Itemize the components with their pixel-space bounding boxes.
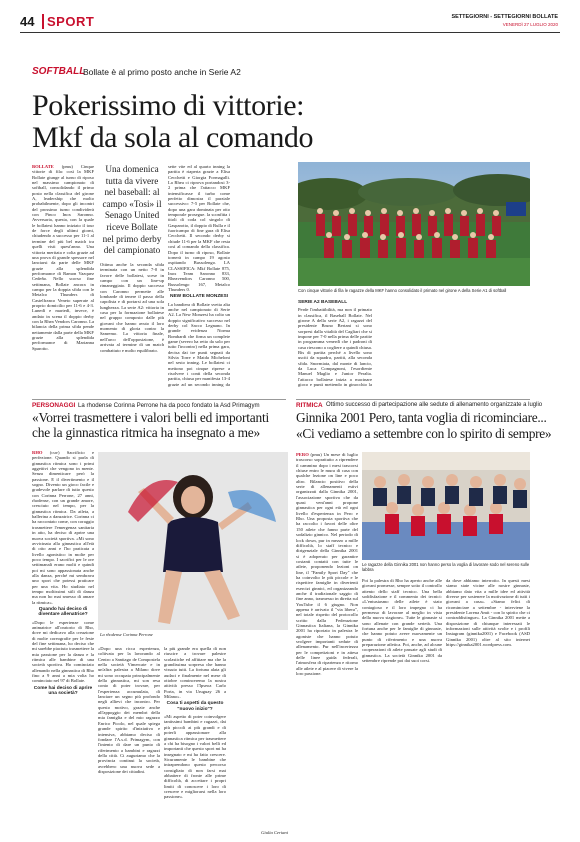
article1-kicker-sub: Bollate è al primo posto anche in Serie A2 [83, 67, 241, 77]
article1-column-4 [234, 164, 294, 388]
article2-column-1 [32, 450, 94, 838]
article2-divider [32, 399, 286, 400]
article1-body-2: Ottima anche la seconda sfida terminata con un netto 7-0 in favore delle bollatesi, scese in campo con un line-up rimaneggiato. Il doppio successo con Caronno permette alle lombarde di tenere il passo della capolista e di portarsi ad una sola lunghezza. La serie A2: vittoria in casa per la formazione bollatese nel gruppo composto dalle più giovani che hanno avuto il loro momento di gloria contro la Sanremo. La vittoria finale, nell'arco dell'opposizione, è arrivata al termine di un match combattuto e molto equilibrato. [100, 262, 164, 353]
article2-body-2: «Dopo una ricca esperienza, coltivata per la lavorando al Centro a Santiago de Compostela nella società Vimercate e in un'altra palestra a Milano dove mi sono occupata principalmente della ginnastica, mi son resa conto di poter trovare, per l'esperienza accumulata, di lanciare un segno più profondo negli allievi che incontro. Per questo motivo, grazie anche all'appoggio dei membri della mia famiglia e del mio ragazzo Enrico Picolo, nel quale spiega grande spirito d'iniziativa e intensiva, abbiamo deciso di fondare l'A.s.d. Primagym, con l'intento di dare un punto di riferimento a bambini e ragazzi della città. Ci auguriamo che la provincia continui la società, avrebbero una nuova sede a disposizione dei cittadini. [98, 646, 160, 774]
dateline: BOLLATE [32, 164, 54, 169]
section-label: SPORT [47, 14, 95, 29]
softball-team-photo [298, 162, 530, 286]
article3-kicker-sub: Ottimo successo di partecipazione alle sedute di allenamento organizzate a luglio [326, 402, 543, 408]
article2-body-3: la più grande era quella di non riuscire a trovare palestre scolastiche ed affittare ma che la grandissima sorpresa che hanno vissuto tutti. La fortuna alata gli audaci e finalmente nel mese di ottobre cominceremo la nostra attività presso l'Ipseoa Carlo Porta, in via Uruguay 26 a Milano». [164, 646, 226, 700]
article2-body-1: RHO (cuv) Sacrificio e perfezione. Quando si parla di ginnastica ritmica sono i primi aggettivi che vengono in mente. Senza dimenticare però la passione. E il divertimento e il sogno. Divento un gioco facile e gradevole parlare di tutto questo con Corinna Perrone, 27 anni, rhodense, con un grande amore, cresciuto nel tempo, per la ginnastica ritmica. Da atleta, a ballerina a danzatrice. Corinna ci ha raccontato come, con coraggio trasmettere l'emergenza sanitaria in atto, ha deciso di aprire una nuova società sportiva. «Mi sono avvicinata alla ginnastica all'età di otto anni e l'ho praticata a livello agonistico in molte per poco tempo. I sacrifici per le ore settimanali erano molti e quindi poi mi sono appassionata anche alla danza, perché mi sembrava uno sport che potessi praticare per una vita. Ho studiato nel tempo moltissimi stili di danza ma non ho mai smesso di amare la ritmica». [32, 450, 94, 605]
article3-column-3 [446, 578, 530, 838]
article1-headline-line1: Pokerissimo di vittorie: [32, 89, 305, 122]
article1-subhead-baseball: SERIE A2 BASEBALL [298, 300, 348, 305]
article1-body-3: sette vite ed al quarto inning la partita è riaperta grazie a Elisa Cecchetti e Giorgia Formagalli. La Rhea ci riprova portandosi 3-2 prima che l'attacco MKF intensificasse il turbo come perfetto dimostra il parziale successivo: 7-5 per Bollate che, dopo una gara dominata per otto temporale prosegue. la sconfitta i titoli di coda col singolo di Gasparotto, il doppio di Bulla e il fuoricampo di fine gara di Elisa Cecchetti. Il secondo derby si chiude 11-6 per la MKF che resta così al comando della classifica. Dopo il turno di riposo, Bollate tornerà in campo 19 agosto ospitando Bussolengo. LA CLASSIFICA: Mkf Bollate 875, Inox Team Saronno 833, Rheavendors Caronno 500, Bussolengo 167, Metalco Thunders 0. [168, 164, 230, 292]
article2-headline: «Vorrei trasmettere i valori belli ed importanti che la ginnastica ritmica ha insegnato a me» [32, 410, 270, 440]
article2-body-3b: «Mi aspetto di poter coinvolgere tantissimi bambini e ragazzi, dai più piccoli ai più grandi e di poterli appassionare alla ginnastica ritmica per trasmettere a chi ha bisogno i valori belli ed importanti che questo sport mi ha insegnato e mi ha fatto crescere. Sicuramente le bambine che intraprendono questo percorso consigliato di non farsi mai abbattere di fronte alle prime difficoltà, di accettare i propri limiti di conoscere i loro di crescere e migliorarsi nella loro passione». [164, 714, 226, 800]
ginnika-photo [362, 452, 530, 560]
article2-kicker: PERSONAGGI [32, 402, 76, 409]
article1-column-6 [376, 298, 450, 388]
article2-column-4 [230, 646, 288, 832]
gymnast-photo [98, 452, 288, 630]
softball-photo-caption: Con cinque vittorie di fila le ragazze della MKF hanno consolidato il primato nel girone A della Serie A1 di softball [298, 288, 507, 293]
article3-body-2: Poi la palestra di Rho ha aperto anche alle giovani promesse, sempre sotto il controllo attento dello staff tecnico. Una bella soddisfazione e il commento dei tecnici: «L'entusiasmo delle atlete è stato contagioso e il loro impegno ci ha permesso di lavorare al meglio in vista della nuova stagione». Tutte le ginnaste si sono allenate con grande serietà. Una fortuna anche per le famiglie di ginnaste, che hanno potuto avere nuovamente un punto di riferimento e una nuova preparazione atletica. Poi, anche, ad alcune cooperazioni di atlete passate agli studi di ginnastica. La società Ginnika 2001 da settembre riprende poi dai suoi corsi. [362, 578, 442, 664]
article3-body-3: da dove abbiamo interrotto. In questi mesi siamo state vicine alle nostre ginnaste, abbiamo dato vita a mille idee ed attività diverse per sostenere la motivazione di tutti i giovani a casa». «Siamo felici di ricominciare a settembre - interviene la presidente Lorena Amit - con lo spirito che ci contraddistingue». La Ginnika 2001 mette a disposizione di chiunque interessati le informazioni sulle attività svolte e i profili Instagram (ginnika2001) e Facebook (ASD Ginnika 2001) oltre al sito internet https://ginnika2001.wordpress.com. [446, 578, 530, 648]
ginnika-photo-caption: Le ragazze della Ginnika 2001 non hanno perso la voglia di lavorare sodo nel sereno sulle labbra [362, 562, 530, 572]
article3-kicker: RITMICA [296, 402, 323, 409]
article2-subhead-3: Cosa ti aspetti da questo "nuovo inizio"? [166, 701, 224, 712]
article1-kicker: SOFTBALL [32, 66, 86, 77]
article1-body-4: Perde l'imbattibilità, ma non il primato in classifica, il Baseball Bollate. Nel girone A della serie A2, i ragazzi del presidente Bruno Bertani si sono sorpresi dalla vitalità del Cagliari che si impone per 7-0 nella prima delle partite in programma venerdì che i padroni di casa riescono a cogliere a quindi chiusa. Bis di partita perché a livello sono usciti da squadra, partiti, alla seconda sfida. Snormiata, dal monte di lancio, da Luca Compagnoni, l'esordiente Manuel Maglio e Junior Peralta. l'attacco bollatese inizia a macinare gioco e punti mettendo in ginocchio la [298, 307, 372, 388]
dateline: PERO [296, 452, 309, 457]
article1-column-3 [168, 164, 230, 388]
article3-column-1 [296, 452, 358, 838]
article1-column-1 [32, 164, 94, 388]
article3-body-1: PERO (pmu) Un mese di luglio trascorso soprattutto a riprendere il cammino dopo i mesi trascorsi chiuse entro le mura di casa con qualche lezione on line e poco altro. Bilancio positivo della serie di allenamenti estivi organizzati dalla Ginnika 2001, l'associazione sportiva che da quasi vent'anni propone ginnastica per ogni età ed ogni livello d'esperienza in Pero e Rho. Una proposta sportiva che ha raccolto i favori delle oltre 150 atlete che fanno parte del sodalizio ginnico. Nel periodo di lock down, pur in mezzo a mille difficoltà, lo staff tecnico e dirigenziale della Ginnika 2001 si è adoperato per garantire costanti contatti con tutte le atlete, proponendo lezioni on line, il "Family Sport Day" che ha coinvolto le più piccole e le rispettive famiglie in divertenti esercizi ginnici, ed organizzando anche il tradizionale saggio di fine anno, trasmesso in diretta sul YouTube il 6 giugno. Non appena è arrivato il "via libera", nel totale rispetto del protocollo scritto dalla Federazione Ginnastica Italiana, la Ginnika 2001 ha riportato in palestra le agoniste che hanno potuto svolgere importanti sedute di allenamento. Pur nell'incertezza per le competizioni e in attesa delle linee guida federali, l'atmosfera di ripartenza e ritorno alle atlete e al piacere di vivere la loro passione. [296, 452, 358, 677]
publication-name: SETTEGIORNI - SETTEGIORNI BOLLATE [451, 14, 558, 20]
article2-kicker-sub: La rhodense Corinna Perrone ha da poco fondato la Asd Primagym [78, 402, 260, 409]
article2-byline: Giulia Ceriani [261, 830, 288, 835]
article1-subhead-monzesi: NEW BOLLATE MONZESI [169, 294, 228, 300]
article2-body-1b: «Dopo le esperienze come animatrice all'oratorio di Rho, dove mi dedicavo alla creazione di molte coreografie per le feste del fine settimana, ho deciso che mi sarebbe piaciuto trasmettere la mia passione per la danza e la ritmica alle bambine di una società sportiva. Ho cominciato allenando nella ginnastica di Rho fino a 9 anni a mia volta ho cominciato nel 97 di Bollate. [32, 619, 94, 684]
article3-column-2 [362, 578, 442, 838]
gymnast-photo-caption: La rhodense Corinna Perrone [100, 632, 153, 637]
dateline: RHO [32, 450, 43, 455]
header-rule [20, 32, 560, 33]
article1-column-7 [454, 298, 530, 388]
issue-date: VENERDÌ 27 LUGLIO 2020 [502, 22, 558, 27]
article1-pullquote: Una domenica tutta da vivere nel baseball: al campo «Tosi» il Senago United riceve Bollate nel primo derby del campionato [102, 164, 162, 256]
article1-headline-line2: Mkf da sola al comando [32, 121, 314, 154]
article3-divider [296, 399, 530, 400]
article1-column-2 [100, 262, 164, 388]
page-number: 44 [20, 14, 35, 29]
article1-column-5 [298, 298, 372, 388]
article2-column-2 [98, 646, 160, 838]
article2-subhead-1: Quando hai deciso di diventare allenatrice? [38, 606, 88, 618]
article1-body-3b: La bandiera di Bollate svetta alta anche nel campionato di Serie A2. La New Monzesi ha colto un doppio significativo successo nel derby col Sacco Legnano. In grande evidenza Norma Bombardi che firma un complete game (severo ha retto da solo per tutto l'incontro) nella prima gara, decisa dai tre punti segnati da Silvia Torre e Maida Micheloni nel sesto inning. Le bollatesi ci mettono poi cinque riprese a risolvere i conti della seconda partita, chiusa per manifesta 13-4 grazie ad un secondo inning da [168, 301, 230, 387]
article2-subhead-2: Come hai deciso di aprire una società? [33, 685, 93, 697]
article2-column-3 [164, 646, 226, 838]
section-divider [42, 14, 44, 29]
article3-headline-line1: Ginnika 2001 Pero, tanta voglia di ricominciare... [296, 410, 547, 425]
article1-body-1: BOLLATE (pmu) Cinque vittorie di fila: così la MKF Bollate giunge al turno di riposo nel massimo campionato di softball, consolidando il primo posto nella classifica del girone A, leadership che molto probabilmente, dopo gli incontri del prossimo turno condividerà con Pinco Inox Saronno. Avversaria, questa, con la quale le bollatesi hanno iniziato il tour de force degli ultimi giorni, chiudendo a successo per 11-1 al termine del più bel match tra quelli visti quest'anno. Una vittoria meritata e colta grazie ad una prova di grande spessore nel lanciarsi da parte delle MKF grazie alla splendida performance di Ramon Vazquez Cedeño. Nello scorso fine settimana, Bollate ancora in campo per la doppia sfida con le Metalco Thunders di Castelfranco Veneto superate al proprio domicilio per 11-6 e 4-3. Lunedì e martedì, invece, è andato in scena il doppio derby con la Rhea Vendors Caronno. La bilancia della prima sfida pende nettamente dalla parte della MKF grazie alla splendida performance di Marianna Sparotto. [32, 164, 94, 351]
article3-headline-line2: «Ci vediamo a settembre con lo spirito di sempre» [296, 426, 552, 441]
